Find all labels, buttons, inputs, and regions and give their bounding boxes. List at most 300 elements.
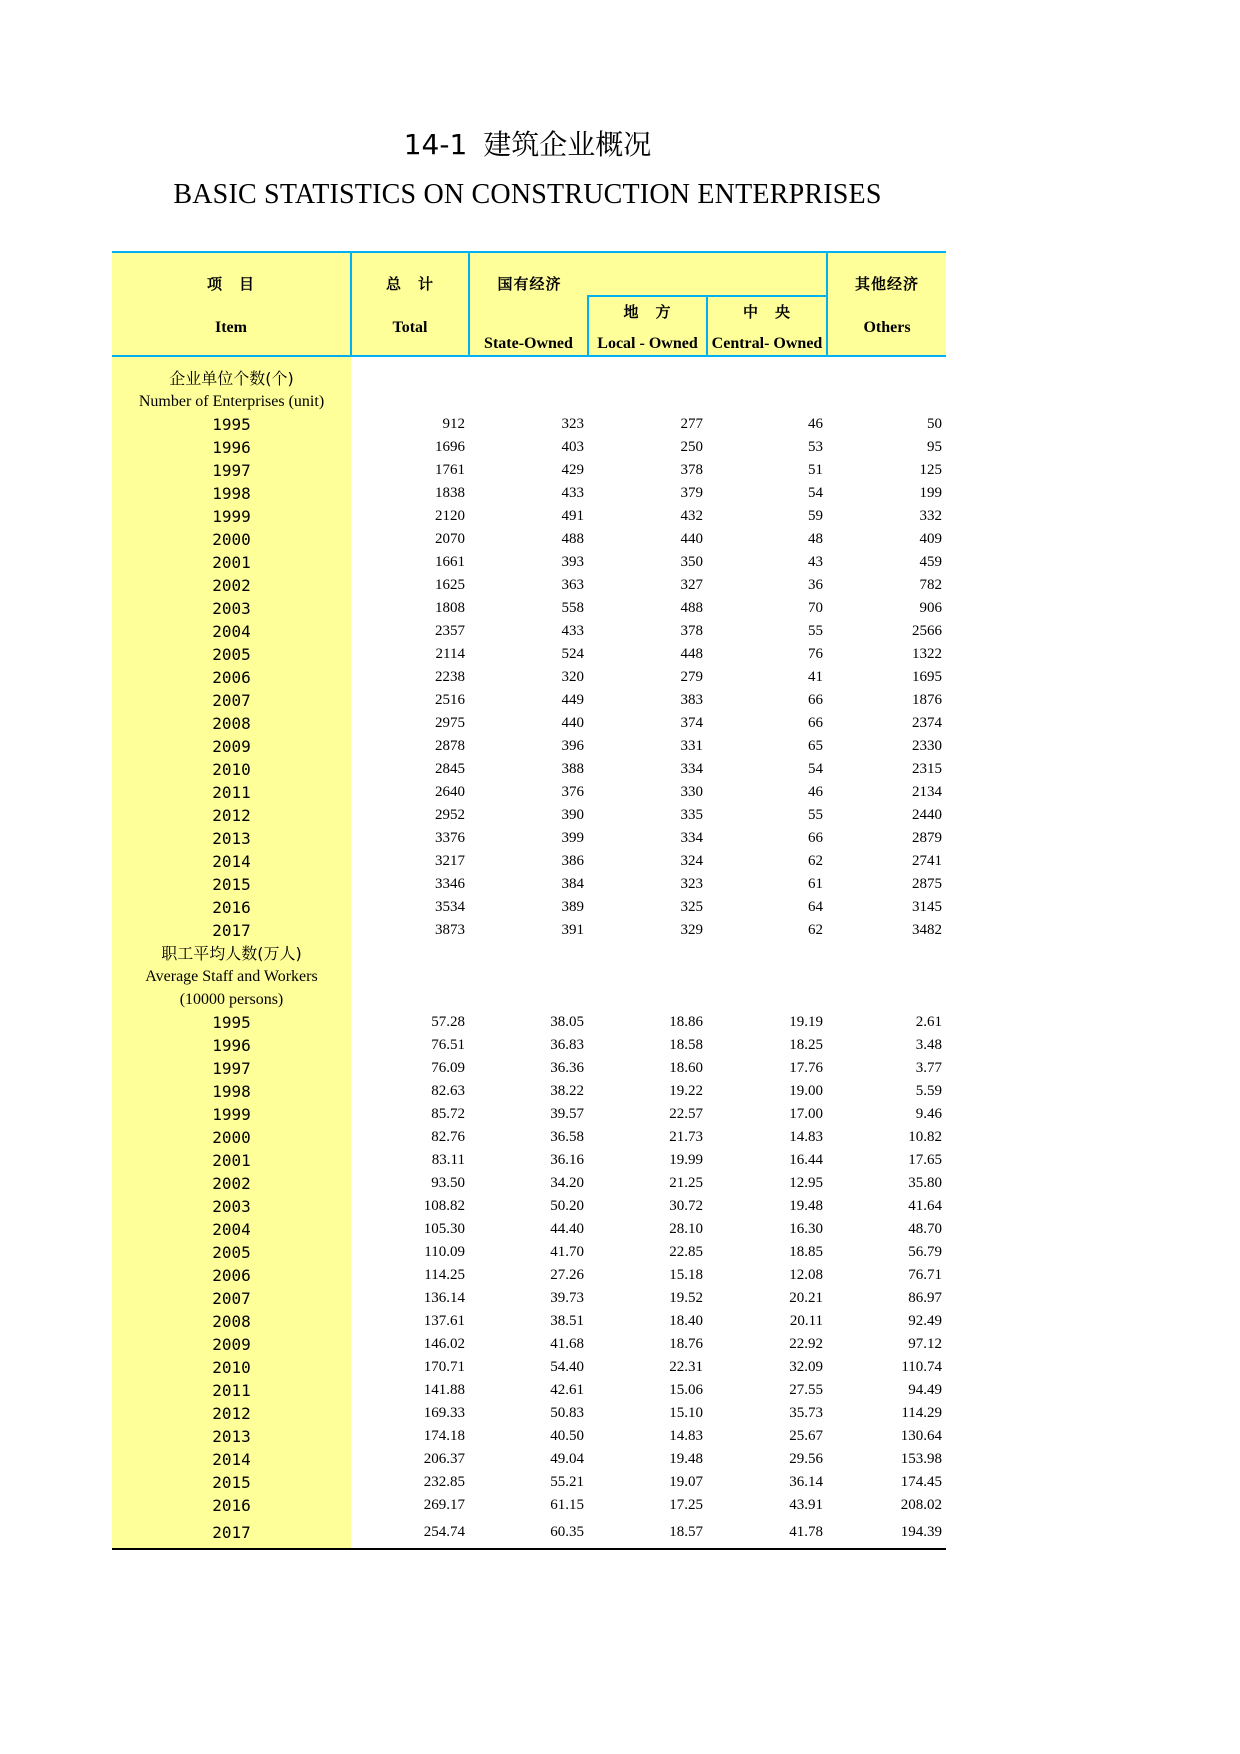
page-title-cn: [0, 128, 1055, 162]
header-item-cn: 项 目: [206, 275, 255, 293]
local-owned-cell: 28.10: [669, 1221, 703, 1237]
empty-cell: [827, 988, 946, 1011]
central-owned-cell: 65: [808, 738, 824, 754]
others-cell: 5.59: [915, 1083, 943, 1099]
local-owned-cell: 18.58: [669, 1037, 703, 1053]
central-owned-cell: 18.85: [789, 1244, 824, 1260]
table-row: [112, 1494, 946, 1517]
others-cell: 2330: [912, 738, 943, 754]
state-owned-cell: 488: [561, 531, 584, 547]
state-owned-cell: 399: [561, 830, 584, 846]
state-owned-cell: 396: [561, 738, 584, 754]
year-cell: 1996: [112, 1034, 351, 1057]
local-owned-cell: 488: [680, 600, 703, 616]
local-owned-cell: 18.86: [669, 1014, 703, 1030]
table-row: [112, 1172, 946, 1195]
total-cell: 269.17: [423, 1497, 465, 1513]
table-row: [112, 896, 946, 919]
year-cell: 1995: [112, 1011, 351, 1034]
total-cell: 2845: [435, 761, 465, 777]
local-owned-cell: 277: [680, 416, 703, 432]
empty-cell: [707, 965, 827, 988]
local-owned-cell: 374: [680, 715, 703, 731]
state-owned-cell: 440: [561, 715, 584, 731]
others-cell: 50: [927, 416, 943, 432]
table-row: [112, 873, 946, 896]
others-cell: 174.45: [900, 1474, 943, 1490]
total-cell: 1625: [435, 577, 465, 593]
table-row: [112, 436, 946, 459]
total-cell: 105.30: [423, 1221, 465, 1237]
local-owned-cell: 325: [680, 899, 703, 915]
table-row: [112, 1103, 946, 1126]
table-row: [112, 1356, 946, 1379]
central-owned-cell: 17.00: [789, 1106, 824, 1122]
year-cell: 1995: [112, 413, 351, 436]
others-cell: 782: [919, 577, 943, 593]
total-cell: 2070: [435, 531, 465, 547]
year-cell: 2007: [112, 689, 351, 712]
section-label-row: [112, 356, 946, 390]
table-row: [112, 1126, 946, 1149]
state-owned-cell: 403: [561, 439, 584, 455]
total-cell: 93.50: [431, 1175, 465, 1191]
empty-cell: [707, 356, 827, 390]
total-cell: 1808: [435, 600, 465, 616]
local-owned-cell: 350: [680, 554, 703, 570]
state-owned-cell: 320: [561, 669, 584, 685]
header-others-cn: 其他经济: [855, 275, 920, 293]
state-owned-cell: 49.04: [550, 1451, 584, 1467]
state-owned-cell: 433: [561, 623, 584, 639]
state-owned-cell: 386: [561, 853, 584, 869]
total-cell: 114.25: [424, 1267, 465, 1283]
total-cell: 912: [442, 416, 465, 432]
central-owned-cell: 19.00: [789, 1083, 824, 1099]
state-owned-cell: 42.61: [550, 1382, 584, 1398]
title-cn-text: 建筑企业概况: [483, 128, 652, 161]
header-total-cn: 总 计: [385, 275, 434, 293]
state-owned-cell: 41.70: [550, 1244, 584, 1260]
central-owned-cell: 16.44: [789, 1152, 824, 1168]
total-cell: 2238: [435, 669, 465, 685]
table-row: [112, 643, 946, 666]
year-cell: 2009: [112, 1333, 351, 1356]
year-cell: 1999: [112, 505, 351, 528]
state-owned-cell: 60.35: [469, 1517, 588, 1549]
others-cell: 9.46: [915, 1106, 943, 1122]
year-cell: 2005: [112, 643, 351, 666]
state-owned-cell: 50.83: [550, 1405, 584, 1421]
local-owned-cell: 334: [680, 761, 703, 777]
header-item-en: Item: [215, 319, 247, 336]
year-cell: 1996: [112, 436, 351, 459]
central-owned-cell: 12.95: [789, 1175, 824, 1191]
year-cell: 2004: [112, 1218, 351, 1241]
central-owned-cell: 16.30: [789, 1221, 824, 1237]
header-local-cn: 地 方: [623, 303, 672, 321]
central-owned-cell: 12.08: [789, 1267, 824, 1283]
others-cell: 3.77: [915, 1060, 943, 1076]
year-cell: 2017: [112, 919, 351, 942]
total-cell: 146.02: [423, 1336, 465, 1352]
empty-cell: [827, 356, 946, 390]
header-item: [112, 252, 351, 356]
local-owned-cell: 327: [680, 577, 703, 593]
empty-cell: [588, 942, 707, 965]
others-cell: 114.29: [901, 1405, 943, 1421]
local-owned-cell: 330: [680, 784, 703, 800]
central-owned-cell: 22.92: [789, 1336, 824, 1352]
year-cell: 2014: [112, 1448, 351, 1471]
others-cell: 10.82: [908, 1129, 943, 1145]
state-owned-cell: 55.21: [550, 1474, 584, 1490]
total-cell: 3217: [435, 853, 465, 869]
total-cell: 76.09: [431, 1060, 465, 1076]
header-central: [707, 296, 827, 356]
table-row: [112, 850, 946, 873]
total-cell: 3534: [435, 899, 465, 915]
table-row: [112, 1149, 946, 1172]
central-owned-cell: 17.76: [789, 1060, 824, 1076]
table-row: [112, 505, 946, 528]
central-owned-cell: 19.48: [789, 1198, 824, 1214]
header-local-en: Local - Owned: [597, 335, 698, 352]
others-cell: 3.48: [915, 1037, 943, 1053]
local-owned-cell: 378: [680, 623, 703, 639]
total-cell: 108.82: [423, 1198, 465, 1214]
total-cell: 169.33: [423, 1405, 465, 1421]
table-row: [112, 528, 946, 551]
others-cell: 1876: [912, 692, 943, 708]
central-owned-cell: 53: [808, 439, 824, 455]
central-owned-cell: 66: [808, 830, 824, 846]
local-owned-cell: 383: [680, 692, 703, 708]
table-row: [112, 574, 946, 597]
others-cell: 97.12: [908, 1336, 943, 1352]
total-cell: 2975: [435, 715, 465, 731]
local-owned-cell: 15.18: [669, 1267, 703, 1283]
state-owned-cell: 27.26: [550, 1267, 584, 1283]
table-row: [112, 551, 946, 574]
state-owned-cell: 558: [561, 600, 584, 616]
header-total-en: Total: [392, 319, 428, 336]
empty-cell: [351, 356, 469, 390]
local-owned-cell: 279: [680, 669, 703, 685]
page-title-en: BASIC STATISTICS ON CONSTRUCTION ENTERPRISES: [173, 179, 882, 210]
empty-cell: [707, 390, 827, 413]
empty-cell: [469, 356, 588, 390]
year-cell: 2012: [112, 804, 351, 827]
central-owned-cell: 35.73: [789, 1405, 824, 1421]
year-cell: 2000: [112, 1126, 351, 1149]
others-cell: 153.98: [900, 1451, 943, 1467]
local-owned-cell: 22.31: [669, 1359, 703, 1375]
section-title-en: (10000 persons): [112, 988, 351, 1011]
local-owned-cell: 19.07: [669, 1474, 703, 1490]
local-owned-cell: 14.83: [669, 1428, 703, 1444]
central-owned-cell: 41: [808, 669, 824, 685]
local-owned-cell: 331: [680, 738, 703, 754]
empty-cell: [588, 356, 707, 390]
year-cell: 2010: [112, 758, 351, 781]
local-owned-cell: 324: [680, 853, 703, 869]
year-cell: 2003: [112, 1195, 351, 1218]
central-owned-cell: 36: [808, 577, 824, 593]
table-row: [112, 827, 946, 850]
central-owned-cell: 54: [808, 761, 824, 777]
table-row: [112, 758, 946, 781]
local-owned-cell: 19.22: [669, 1083, 703, 1099]
table-row: [112, 1333, 946, 1356]
state-owned-cell: 36.16: [550, 1152, 584, 1168]
others-cell: 110.74: [901, 1359, 943, 1375]
central-owned-cell: 70: [808, 600, 824, 616]
local-owned-cell: 15.10: [669, 1405, 703, 1421]
local-owned-cell: 18.57: [588, 1517, 707, 1549]
others-cell: 2879: [912, 830, 943, 846]
total-cell: 1761: [435, 462, 465, 478]
header-state: [469, 296, 588, 356]
table-row: [112, 919, 946, 942]
others-cell: 2315: [912, 761, 943, 777]
year-cell: 2008: [112, 712, 351, 735]
year-cell: 2002: [112, 1172, 351, 1195]
state-owned-cell: 449: [561, 692, 584, 708]
others-cell: 1695: [912, 669, 943, 685]
total-cell: 174.18: [423, 1428, 465, 1444]
others-cell: 48.70: [908, 1221, 943, 1237]
table-row: [112, 1471, 946, 1494]
state-owned-cell: 36.83: [550, 1037, 584, 1053]
state-owned-cell: 38.22: [550, 1083, 584, 1099]
year-cell: 1998: [112, 1080, 351, 1103]
others-cell: 2741: [912, 853, 943, 869]
state-owned-cell: 54.40: [550, 1359, 584, 1375]
section-label-row: [112, 965, 946, 988]
total-cell: 2120: [435, 508, 465, 524]
empty-cell: [351, 390, 469, 413]
others-cell: 95: [927, 439, 943, 455]
others-cell: 94.49: [908, 1382, 943, 1398]
table-row: [112, 781, 946, 804]
section-title-cn: 职工平均人数(万人): [112, 942, 351, 965]
others-cell: 2134: [912, 784, 943, 800]
year-cell: 2013: [112, 827, 351, 850]
local-owned-cell: 22.85: [669, 1244, 703, 1260]
local-owned-cell: 21.73: [669, 1129, 703, 1145]
local-owned-cell: 334: [680, 830, 703, 846]
empty-cell: [469, 965, 588, 988]
empty-cell: [351, 942, 469, 965]
section-label-row: [112, 390, 946, 413]
total-cell: 76.51: [431, 1037, 465, 1053]
central-owned-cell: 18.25: [789, 1037, 824, 1053]
central-owned-cell: 66: [808, 692, 824, 708]
header-state-cn: 国有经济: [497, 275, 562, 293]
local-owned-cell: 19.99: [669, 1152, 703, 1168]
year-cell: 2015: [112, 873, 351, 896]
total-cell: 2357: [435, 623, 465, 639]
total-cell: 110.09: [424, 1244, 465, 1260]
year-cell: 2006: [112, 1264, 351, 1287]
year-cell: 2001: [112, 1149, 351, 1172]
central-owned-cell: 61: [808, 876, 824, 892]
table-row: [112, 413, 946, 436]
others-cell: 409: [919, 531, 943, 547]
empty-cell: [707, 942, 827, 965]
total-cell: 2114: [435, 646, 465, 662]
header-central-cn: 中 央: [743, 303, 792, 321]
empty-cell: [351, 988, 469, 1011]
state-owned-cell: 39.73: [550, 1290, 584, 1306]
year-cell: 1999: [112, 1103, 351, 1126]
table-row: [112, 1011, 946, 1034]
state-owned-cell: 36.58: [550, 1129, 584, 1145]
header-local: [588, 296, 707, 356]
total-cell: 3376: [435, 830, 465, 846]
central-owned-cell: 36.14: [789, 1474, 824, 1490]
others-cell: 130.64: [900, 1428, 943, 1444]
others-cell: 2.61: [915, 1014, 943, 1030]
total-cell: 2640: [435, 784, 465, 800]
central-owned-cell: 59: [808, 508, 824, 524]
local-owned-cell: 21.25: [669, 1175, 703, 1191]
total-cell: 232.85: [423, 1474, 465, 1490]
local-owned-cell: 432: [680, 508, 703, 524]
year-cell: 2010: [112, 1356, 351, 1379]
empty-cell: [469, 390, 588, 413]
table-row: [112, 482, 946, 505]
central-owned-cell: 62: [808, 853, 824, 869]
state-owned-cell: 384: [561, 876, 584, 892]
local-owned-cell: 448: [680, 646, 703, 662]
state-owned-cell: 389: [561, 899, 584, 915]
header-state-group: [469, 252, 827, 296]
others-cell: 194.39: [827, 1517, 946, 1549]
others-cell: 332: [919, 508, 943, 524]
table-row: [112, 804, 946, 827]
table-row: [112, 1195, 946, 1218]
local-owned-cell: 19.48: [669, 1451, 703, 1467]
total-cell: 2952: [435, 807, 465, 823]
total-cell: 83.11: [431, 1152, 465, 1168]
table-row: [112, 1379, 946, 1402]
state-owned-cell: 41.68: [550, 1336, 584, 1352]
others-cell: 459: [919, 554, 943, 570]
state-owned-cell: 323: [561, 416, 584, 432]
total-cell: 3346: [435, 876, 465, 892]
year-cell: 2016: [112, 896, 351, 919]
year-cell: 1997: [112, 459, 351, 482]
empty-cell: [588, 965, 707, 988]
local-owned-cell: 18.76: [669, 1336, 703, 1352]
year-cell: 2015: [112, 1471, 351, 1494]
local-owned-cell: 335: [680, 807, 703, 823]
state-owned-cell: 391: [561, 922, 584, 938]
year-cell: 2011: [112, 781, 351, 804]
year-cell: 2003: [112, 597, 351, 620]
table-row: [112, 459, 946, 482]
empty-cell: [827, 965, 946, 988]
total-cell: 136.14: [423, 1290, 465, 1306]
year-cell: 2008: [112, 1310, 351, 1333]
section-title-cn: 企业单位个数(个): [112, 356, 351, 390]
central-owned-cell: 43: [808, 554, 824, 570]
table-row: [112, 1425, 946, 1448]
central-owned-cell: 54: [808, 485, 824, 501]
empty-cell: [351, 965, 469, 988]
local-owned-cell: 18.40: [669, 1313, 703, 1329]
central-owned-cell: 14.83: [789, 1129, 824, 1145]
total-cell: 2516: [435, 692, 465, 708]
empty-cell: [469, 942, 588, 965]
total-cell: 3873: [435, 922, 465, 938]
local-owned-cell: 15.06: [669, 1382, 703, 1398]
others-cell: 35.80: [908, 1175, 943, 1191]
empty-cell: [588, 988, 707, 1011]
others-cell: 199: [919, 485, 943, 501]
table-row: [112, 1080, 946, 1103]
state-owned-cell: 393: [561, 554, 584, 570]
table-row: [112, 735, 946, 758]
table-row: [112, 1218, 946, 1241]
others-cell: 125: [919, 462, 943, 478]
others-cell: 2875: [912, 876, 943, 892]
total-cell: 82.63: [431, 1083, 465, 1099]
table-row: [112, 1402, 946, 1425]
local-owned-cell: 30.72: [669, 1198, 703, 1214]
local-owned-cell: 19.52: [669, 1290, 703, 1306]
table-row: [112, 597, 946, 620]
state-owned-cell: 390: [561, 807, 584, 823]
local-owned-cell: 250: [680, 439, 703, 455]
state-owned-cell: 40.50: [550, 1428, 584, 1444]
year-cell: 2004: [112, 620, 351, 643]
header-others-en: Others: [863, 319, 911, 336]
header-state-en: State-Owned: [484, 335, 573, 352]
section-title-en: Number of Enterprises (unit): [112, 390, 351, 413]
section-label-row: [112, 988, 946, 1011]
header-others: [827, 252, 946, 356]
table-row: [112, 620, 946, 643]
others-cell: 41.64: [908, 1198, 943, 1214]
others-cell: 906: [919, 600, 943, 616]
year-cell: 1998: [112, 482, 351, 505]
table-body: [112, 356, 946, 1549]
central-owned-cell: 29.56: [789, 1451, 824, 1467]
others-cell: 3145: [912, 899, 943, 915]
central-owned-cell: 32.09: [789, 1359, 824, 1375]
table-row: [112, 666, 946, 689]
table-row: [112, 1034, 946, 1057]
central-owned-cell: 20.11: [789, 1313, 824, 1329]
central-owned-cell: 64: [808, 899, 824, 915]
state-owned-cell: 376: [561, 784, 584, 800]
central-owned-cell: 41.78: [707, 1517, 827, 1549]
others-cell: 56.79: [908, 1244, 943, 1260]
year-cell: 2009: [112, 735, 351, 758]
year-cell: 2002: [112, 574, 351, 597]
others-cell: 2374: [912, 715, 943, 731]
state-owned-cell: 44.40: [550, 1221, 584, 1237]
year-cell: 2013: [112, 1425, 351, 1448]
local-owned-cell: 17.25: [669, 1497, 703, 1513]
central-owned-cell: 19.19: [789, 1014, 824, 1030]
local-owned-cell: 379: [680, 485, 703, 501]
table-row: [112, 1264, 946, 1287]
others-cell: 86.97: [908, 1290, 943, 1306]
